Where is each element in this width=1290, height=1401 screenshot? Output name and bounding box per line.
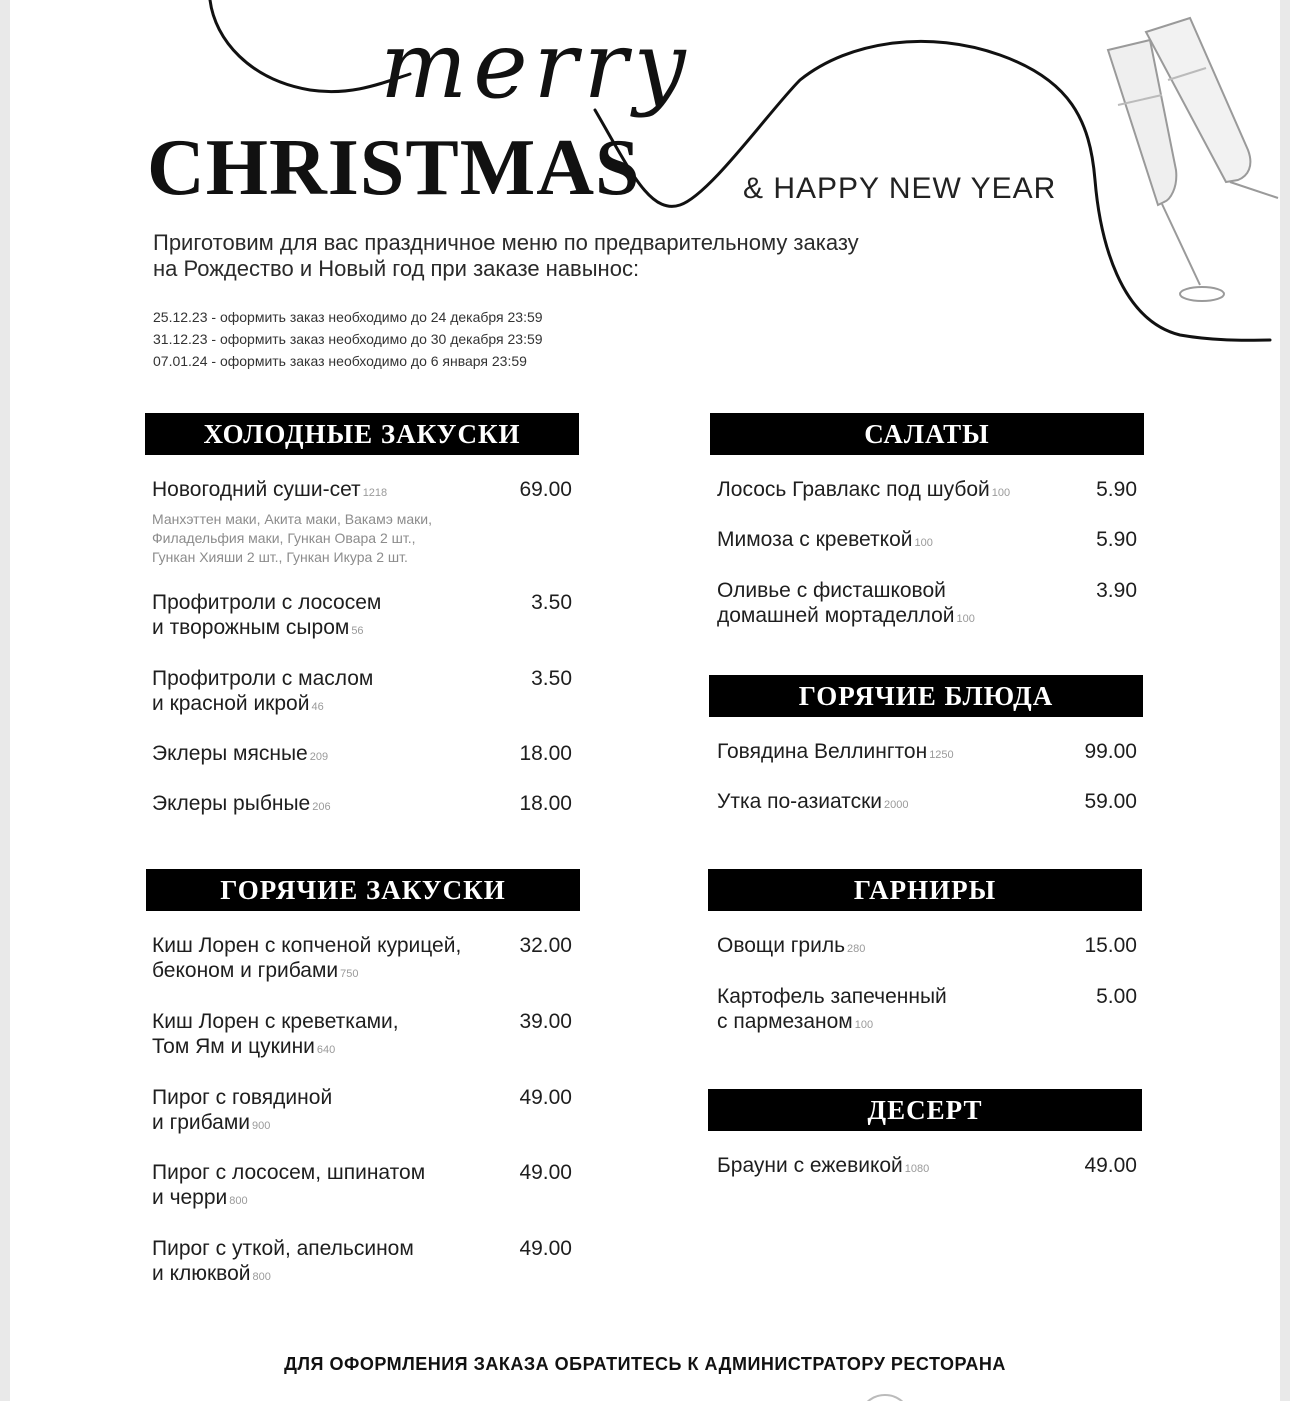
section-header-dessert: ДЕСЕРТ [708, 1089, 1142, 1131]
intro-line: на Рождество и Новый год при заказе навынос: [153, 256, 640, 281]
item-price: 15.00 [1084, 934, 1137, 957]
item-weight: 1250 [929, 749, 954, 761]
item-weight: 100 [991, 487, 1011, 499]
item-name: Профитроли с маслом и красной икрой 46 [152, 667, 374, 715]
menu-item [152, 477, 572, 567]
section-header-hot-dishes: ГОРЯЧИЕ БЛЮДА [709, 675, 1143, 717]
menu-item [717, 527, 1137, 556]
item-name: Профитроли с лососем и творожным сыром 56 [152, 591, 382, 639]
christmas-title: CHRISTMAS [147, 124, 641, 212]
champagne-glasses-icon [1088, 10, 1280, 310]
item-name: Эклеры рыбные 206 [152, 792, 331, 815]
item-price: 32.00 [519, 934, 572, 957]
deadline-line: 07.01.24 - оформить заказ необходимо до 6 января 23:59 [153, 353, 527, 369]
item-name: Говядина Веллингтон 1250 [717, 740, 954, 763]
menu-item [717, 739, 1137, 768]
menu-item [717, 1153, 1137, 1182]
item-weight: 2000 [884, 799, 909, 811]
item-name: Лосось Гравлакс под шубой 100 [717, 478, 1011, 501]
item-name: Пирог с говядиной и грибами 900 [152, 1086, 333, 1134]
section-header-cold-appetizers: ХОЛОДНЫЕ ЗАКУСКИ [145, 413, 579, 455]
menu-item [152, 791, 572, 820]
deadline-line: 25.12.23 - оформить заказ необходимо до 24 декабря 23:59 [153, 309, 543, 325]
item-name: Оливье с фисташковой домашней мортаделлой 100 [717, 579, 975, 627]
item-weight: 280 [847, 943, 866, 955]
item-weight: 800 [229, 1195, 248, 1207]
menu-item [152, 933, 572, 987]
menu-item [717, 578, 1137, 632]
item-price: 49.00 [519, 1086, 572, 1109]
menu-item [152, 590, 572, 644]
item-name: Брауни с ежевикой 1080 [717, 1154, 930, 1177]
partial-logo-circle [858, 1394, 912, 1401]
menu-item [717, 477, 1137, 506]
order-deadlines [153, 306, 543, 372]
item-price: 69.00 [519, 478, 572, 501]
item-price: 5.90 [1096, 478, 1137, 501]
item-name: Картофель запеченный с пармезаном 100 [717, 985, 947, 1033]
menu-item [152, 1085, 572, 1139]
menu-item [152, 666, 572, 720]
item-price: 3.90 [1096, 579, 1137, 602]
merry-script-title: merry [380, 12, 692, 119]
menu-item [152, 1236, 572, 1290]
item-price: 49.00 [519, 1237, 572, 1260]
item-name: Киш Лорен с креветками, Том Ям и цукини 640 [152, 1010, 399, 1058]
item-name: Мимоза с креветкой 100 [717, 528, 933, 551]
order-contact-footer: ДЛЯ ОФОРМЛЕНИЯ ЗАКАЗА ОБРАТИТЕСЬ К АДМИНИСТРАТОРУ РЕСТОРАНА [284, 1354, 1006, 1374]
item-weight: 640 [316, 1044, 336, 1056]
item-description: Манхэттен маки, Акита маки, Вакамэ маки, Филадельфия маки, Гункан Овара 2 шт., Гункан Хияши 2 шт., Гункан Икура 2 шт. [152, 511, 432, 565]
item-price: 3.50 [531, 667, 572, 690]
item-weight: 1218 [362, 487, 388, 499]
item-price: 5.00 [1096, 985, 1137, 1008]
menu-item [717, 933, 1137, 962]
item-name: Пирог с уткой, апельсином и клюквой 800 [152, 1237, 414, 1285]
item-price: 3.50 [531, 591, 572, 614]
item-price: 49.00 [519, 1161, 572, 1184]
item-weight: 100 [956, 613, 975, 625]
menu-item [717, 984, 1137, 1038]
item-weight: 800 [252, 1271, 271, 1283]
item-weight: 750 [340, 968, 359, 980]
section-header-salads: САЛАТЫ [710, 413, 1144, 455]
item-weight: 100 [854, 1019, 874, 1031]
intro-line: Приготовим для вас праздничное меню по предварительному заказу [153, 230, 859, 255]
item-weight: 46 [311, 701, 324, 713]
item-name: Киш Лорен с копченой курицей, беконом и грибами 750 [152, 934, 462, 982]
item-name: Овощи гриль 280 [717, 934, 866, 957]
menu-item [152, 741, 572, 770]
section-header-hot-appetizers: ГОРЯЧИЕ ЗАКУСКИ [146, 869, 580, 911]
item-weight: 900 [252, 1120, 271, 1132]
menu-page [10, 0, 1280, 1401]
item-price: 99.00 [1084, 740, 1137, 763]
item-price: 59.00 [1084, 790, 1137, 813]
item-price: 18.00 [519, 792, 572, 815]
item-name: Пирог с лососем, шпинатом и черри 800 [152, 1161, 426, 1209]
item-weight: 206 [312, 801, 331, 813]
intro-text [153, 230, 1013, 282]
item-price: 39.00 [519, 1010, 572, 1033]
item-weight: 1080 [904, 1163, 930, 1175]
item-name: Новогодний суши-сет 1218 [152, 478, 388, 501]
menu-item [152, 1160, 572, 1214]
item-price: 5.90 [1096, 528, 1137, 551]
menu-item [152, 1009, 572, 1063]
item-price: 18.00 [519, 742, 572, 765]
item-weight: 100 [914, 537, 933, 549]
item-name: Эклеры мясные 209 [152, 742, 329, 765]
item-price: 49.00 [1084, 1154, 1137, 1177]
item-weight: 209 [309, 751, 329, 763]
item-name: Утка по-азиатски 2000 [717, 790, 909, 813]
happy-new-year-subtitle: & HAPPY NEW YEAR [743, 172, 1057, 205]
deadline-line: 31.12.23 - оформить заказ необходимо до 30 декабря 23:59 [153, 331, 543, 347]
menu-item [717, 789, 1137, 818]
section-header-sides: ГАРНИРЫ [708, 869, 1142, 911]
item-weight: 56 [351, 625, 364, 637]
